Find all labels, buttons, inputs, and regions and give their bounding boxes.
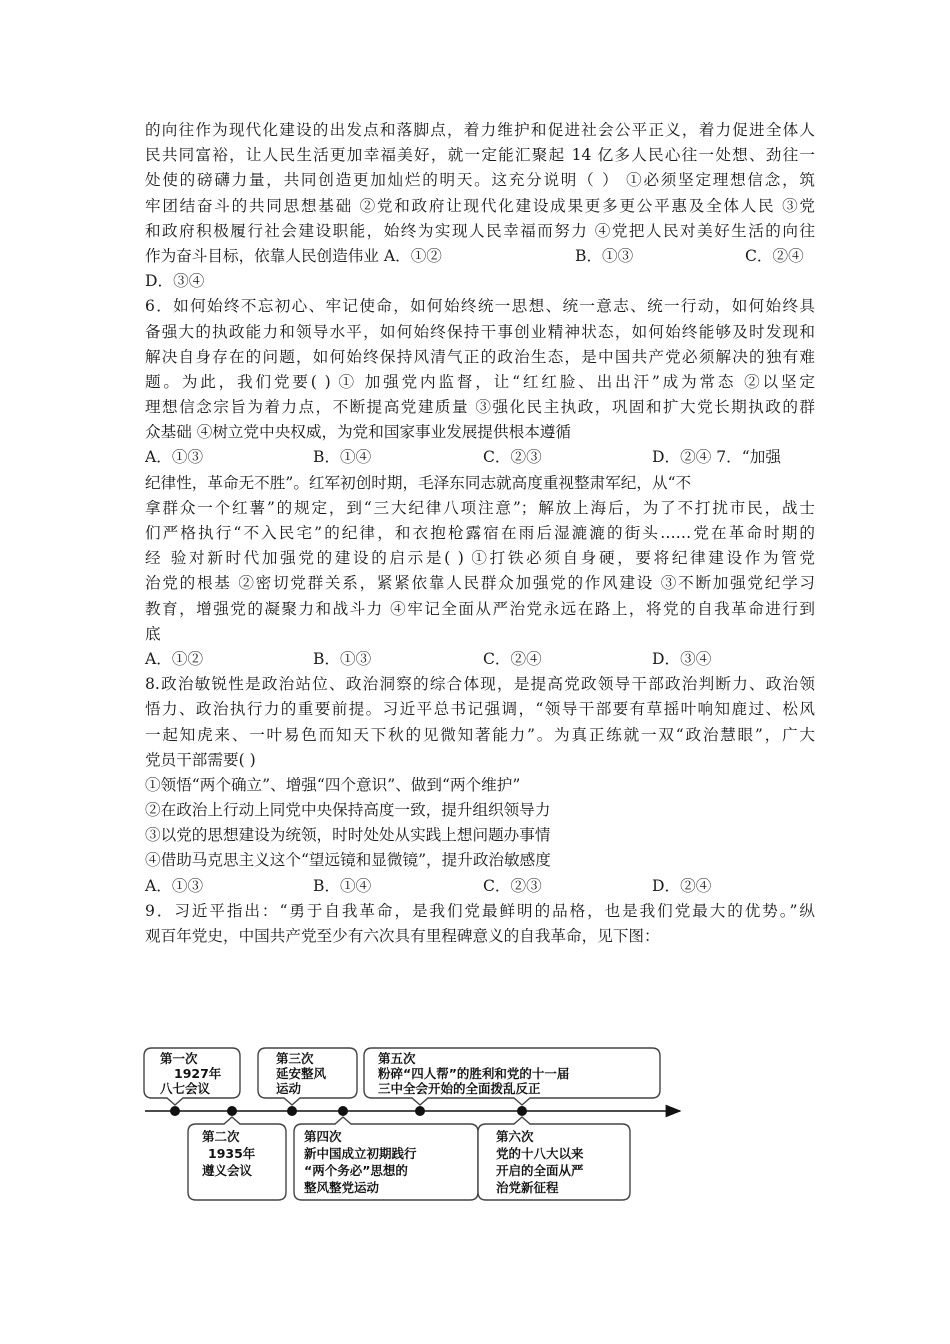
q8-line: 一起知虎来、一叶易色而知天下秋的见微知著能力”。为真正练就一双“政治慧眼”，广大 [145,725,815,744]
q7-line: 们严格执行“不入民宅”的纪律，和衣抱枪露宿在雨后湿漉漉的街头……党在革命时期的 [145,524,815,542]
option-d: D．②④ [652,876,712,895]
event-3-line: 第三次 [276,1051,314,1066]
option-a: A．①② [145,649,204,668]
timeline-event-1 [144,1048,240,1105]
timeline-event-6 [478,1117,630,1200]
q8-item: ①领悟“两个确立”、增强“四个意识”、做到“两个维护” [145,775,521,794]
q5-line: 处使的磅礴力量，共同创造更加灿烂的明天。这充分说明（ ） ①必须坚定理想信念，筑 [145,171,815,190]
timeline-event-4 [294,1117,478,1200]
timeline-dot-1 [170,1106,180,1116]
q9-line: 观百年党史，中国共产党至少有六次具有里程碑意义的自我革命，见下图： [145,927,660,945]
q6-line: 理想信念宗旨为着力点，不断提高党建质量 ③强化民主执政，巩固和扩大党长期执政的群 [145,398,815,417]
option-c: C．②④ [745,246,804,265]
event-5-line: 三中全会开始的全面拨乱反正 [378,1081,541,1096]
event-4-line: 第四次 [304,1129,342,1144]
event-6-line: 开启的全面从严 [496,1163,584,1178]
timeline-dot-3 [287,1106,297,1116]
q5-line: 的向往作为现代化建设的出发点和落脚点，着力维护和促进社会公平正义，着力促进全体人 [145,121,815,139]
q8-item: ②在政治上行动上同党中央保持高度一致，提升组织领导力 [145,801,551,820]
q8-item: ④借助马克思主义这个“望远镜和显微镜”，提升政治敏感度 [145,851,551,870]
option-d: D．③④ [145,272,205,291]
event-2-line: 1935年 [208,1146,256,1161]
q6-line: 众基础 ④树立党中央权威，为党和国家事业发展提供根本遵循 [145,423,571,442]
q7-line: 治党的根基 ②密切党群关系，紧紧依靠人民群众加强党的作风建设 ③不断加强党纪学习 [145,574,815,593]
q6-line: 6．如何始终不忘初心、牢记使命，如何始终统一思想、统一意志、统一行动，如何始终具 [145,297,815,316]
event-4-line: “两个务必”思想的 [304,1163,408,1178]
event-1-line: 第一次 [160,1051,198,1066]
event-4-line: 整风整党运动 [304,1180,380,1195]
option-a: A．①③ [145,448,204,467]
q7-line: 拿群众一个红薯”的规定，到“三大纪律八项注意”；解放上海后，为了不打扰市民，战士 [145,498,815,517]
timeline-dot-4 [338,1106,348,1116]
event-1-line: 1927年 [174,1066,222,1081]
timeline-dot-5 [415,1106,425,1116]
timeline-event-2 [188,1117,286,1200]
q8-item: ③以党的思想建设为统领，时时处处从实践上想问题办事情 [145,826,551,845]
q7-line: 教育，增强党的凝聚力和战斗力 ④牢记全面从严治党永远在路上，将党的自我革命进行到 [145,599,815,618]
timeline-event-3 [258,1048,357,1105]
option-a: A．①③ [145,876,204,895]
event-2-line: 遵义会议 [202,1163,253,1178]
option-c: C．②③ [483,876,542,895]
option-d-and-q7-start: D．②④ 7．“加强 [652,448,781,467]
q8-line: 悟力、政治执行力的重要前提。习近平总书记强调，“领导干部要有草摇叶响知鹿过、松风 [145,700,815,719]
option-b: B．①④ [313,448,372,467]
event-6-line: 第六次 [496,1129,534,1144]
event-4-line: 新中国成立初期践行 [304,1146,417,1161]
option-b: B．①③ [313,649,372,668]
q5-line-with-option-a: 作为奋斗目标，依靠人民创造伟业 A．①② [145,246,442,265]
event-6-line: 党的十八大以来 [496,1146,584,1161]
q6-line: 题。为此，我们党要( ) ① 加强党内监督，让“红红脸、出出汗”成为常态 ②以坚定 [145,372,815,391]
option-d: D．③④ [652,649,712,668]
q8-line: 党员干部需要( ) [145,750,256,769]
event-3-line: 延安整风 [276,1066,327,1081]
q5-line: 牢团结奋斗的共同思想基础 ②党和政府让现代化建设成果更多更公平惠及全体人民 ③党 [145,196,815,215]
q5-line: 民共同富裕，让人民生活更加幸福美好，就一定能汇聚起 14 亿多人民心往一处想、劲往一 [145,146,815,165]
timeline-event-5 [364,1048,660,1105]
q5-line: 和政府积极履行社会建设职能，始终为实现人民幸福而努力 ④党把人民对美好生活的向往 [145,221,815,240]
event-5-line: 第五次 [378,1051,416,1066]
event-5-line: 粉碎“四人帮”的胜利和党的十一届 [378,1066,570,1081]
q9-line: 9．习近平指出：“勇于自我革命，是我们党最鲜明的品格，也是我们党最大的优势。”纵 [145,901,815,920]
event-2-line: 第二次 [202,1129,240,1144]
option-b: B．①④ [313,876,372,895]
q8-line: 8.政治敏锐性是政治站位、政治洞察的综合体现，是提高党政领导干部政治判断力、政治领 [145,675,815,694]
option-b: B．①③ [575,246,634,265]
timeline-dot-6 [517,1106,527,1116]
event-3-line: 运动 [276,1081,302,1096]
q6-line: 解决自身存在的问题，如何始终保持风清气正的政治生态，是中国共产党必须解决的独有难 [145,347,815,366]
option-c: C．②④ [483,649,542,668]
q7-line: 纪律性，革命无不胜”。红军初创时期，毛泽东同志就高度重视整肃军纪，从“不 [145,473,692,492]
q6-line: 备强大的执政能力和领导水平，如何始终保持干事创业精神状态，如何始终能够及时发现和 [145,322,815,341]
q7-line: 经 验对新时代加强党的建设的启示是( ) ①打铁必须自身硬，要将纪律建设作为管党 [145,549,815,568]
timeline-dot-2 [227,1106,237,1116]
event-6-line: 治党新征程 [496,1180,559,1195]
option-c: C．②③ [483,448,542,467]
q7-line: 底 [145,624,161,643]
event-1-line: 八七会议 [160,1081,211,1096]
